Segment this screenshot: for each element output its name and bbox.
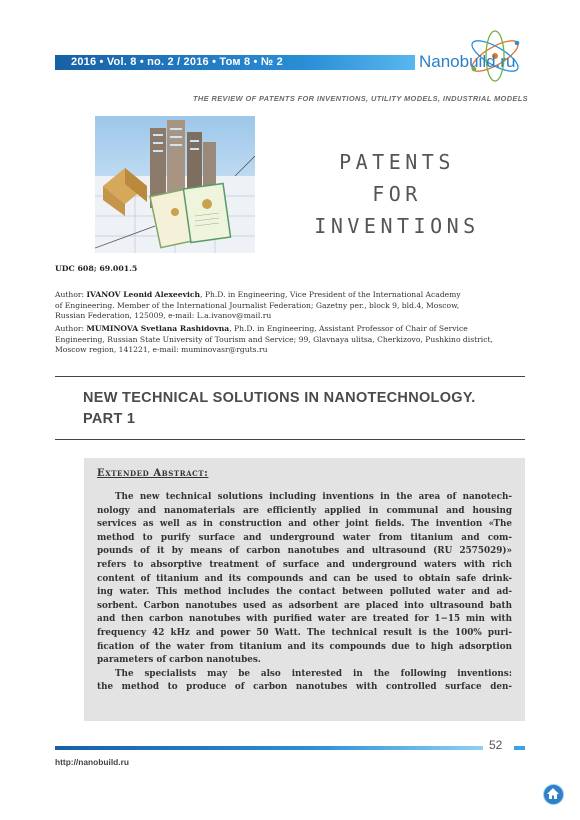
article-title bbox=[83, 388, 503, 430]
home-icon bbox=[544, 785, 562, 803]
abstract-line: and then carbon nanotubes with purified water are treated for 1−15 min with bbox=[97, 614, 512, 625]
abstract-line: The new technical solutions including inventions in the area of nanotech- bbox=[115, 492, 512, 502]
abstract-line: The specialists may be also interested in the following inventions: bbox=[115, 668, 512, 679]
article-title-line: NEW TECHNICAL SOLUTIONS IN NANOTECHNOLOGY. bbox=[83, 390, 476, 406]
abstract-line: sorbent. Carbon nanotubes used as adsorbent are placed into ultrasound bath bbox=[97, 600, 512, 611]
banner-title bbox=[312, 146, 482, 242]
home-button[interactable] bbox=[543, 784, 564, 805]
abstract-line: services as well as in construction and other joint fields. The invention «The bbox=[97, 519, 512, 530]
article-title-line: PART 1 bbox=[83, 411, 136, 427]
banner-title-line: INVENTIONS bbox=[314, 214, 480, 238]
abstract-line: pounds of it by means of carbon nanotubes and ultrasound (RU 2575029)» bbox=[97, 546, 512, 557]
author-prefix: Author: bbox=[55, 324, 87, 333]
page-number: 52 bbox=[489, 738, 503, 752]
author-line: Engineering, Russian State University of Tourism and Service; 99, Glavnaya ulitsa, Cherkizovo, Pushkino district, bbox=[55, 334, 493, 344]
abstract-text bbox=[97, 491, 512, 695]
author-line: of Engineering. Member of the International Journalist Federation; Gazetny per., block 9, bld.4, Moscow, bbox=[55, 300, 460, 310]
divider bbox=[55, 439, 525, 440]
abstract-line: refers to absorptive treatment of surface and underground waters with rich bbox=[97, 559, 512, 570]
author-line: Moscow region, 141221, e-mail: muminovasr@rguts.ru bbox=[55, 345, 268, 355]
abstract-line: nology and nanomaterials are efficiently applied in communal and housing bbox=[97, 505, 512, 516]
nanobuild-logo[interactable] bbox=[414, 28, 534, 88]
abstract-line: content of titanium and its compounds and can be used to obtain safe drink- bbox=[97, 573, 512, 584]
banner-title-line: FOR bbox=[372, 182, 422, 206]
udc-code: UDC 608; 69.001.5 bbox=[55, 264, 138, 273]
author-block bbox=[55, 324, 525, 356]
patents-collage-image bbox=[95, 116, 255, 253]
abstract-line: fication of the water from titanium and its compounds due to high adsorption bbox=[97, 641, 512, 652]
footer-bar bbox=[55, 746, 483, 750]
banner-title-line: PATENTS bbox=[339, 150, 455, 174]
author-name: MUMINOVA Svetlana Rashidovna bbox=[86, 324, 230, 333]
author-prefix: Author: bbox=[55, 290, 87, 299]
abstract-line: method to purify surface and underground water from titanium and com- bbox=[97, 532, 512, 543]
review-subtitle: THE REVIEW OF PATENTS FOR INVENTIONS, UTILITY MODELS, INDUSTRIAL MODELS bbox=[193, 94, 528, 103]
abstract-line: the method to produce of carbon nanotubes with controlled surface den- bbox=[97, 682, 512, 693]
issue-label: 2016 • Vol. 8 • no. 2 / 2016 • Том 8 • № 2 bbox=[71, 56, 283, 68]
author-block bbox=[55, 290, 525, 322]
author-name: IVANOV Leonid Alexeevich bbox=[86, 290, 201, 299]
footer-url-link[interactable]: http://nanobuild.ru bbox=[55, 757, 129, 767]
author-line: Russian Federation, 125009, e-mail: L.a.ivanov@mail.ru bbox=[55, 311, 272, 321]
abstract-line: frequency 42 kHz and power 50 Watt. The technical result is the 100% puri- bbox=[97, 627, 512, 638]
author-line: , Ph.D. in Engineering, Vice President of the International Academy bbox=[200, 290, 461, 299]
abstract-heading: Extended Abstract: bbox=[97, 468, 209, 479]
abstract-line: parameters of carbon nanotubes. bbox=[97, 655, 261, 666]
footer-accent bbox=[514, 746, 525, 750]
author-line: , Ph.D. in Engineering, Assistant Professor of Chair of Service bbox=[229, 324, 468, 333]
abstract-line: ing water. This method includes the contact between polluted water and ad- bbox=[97, 587, 512, 598]
logo-text: Nanobuild.ru bbox=[419, 52, 516, 71]
divider bbox=[55, 376, 525, 377]
